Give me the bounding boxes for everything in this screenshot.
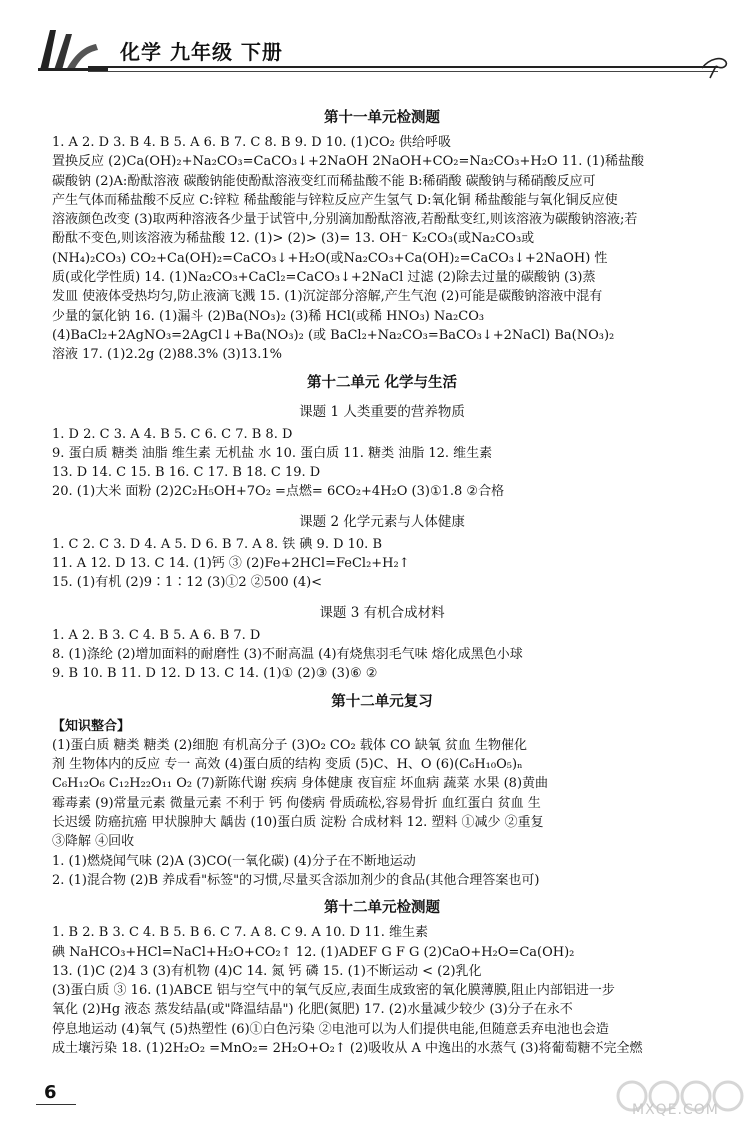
answer-line: 1. B 2. B 3. C 4. B 5. B 6. C 7. A 8. C 9. A 10. D 11. 维生素	[52, 925, 429, 941]
answer-line: 霉毒素 (9)常量元素 微量元素 不利于 钙 佝偻病 骨质疏松,容易骨折 血红蛋白 贫血 生	[52, 795, 541, 811]
answer-line: 1. D 2. C 3. A 4. B 5. C 6. C 7. B 8. D	[52, 426, 293, 442]
answer-line: 1. A 2. B 3. C 4. B 5. A 6. B 7. D	[52, 627, 261, 643]
header-rule-thin	[88, 71, 718, 72]
page-curl-icon	[700, 54, 730, 80]
answer-line: 氧化 (2)Hg 液态 蒸发结晶(或"降温结晶") 化肥(氮肥) 17. (2)水量减少较少 (3)分子在永不	[52, 1002, 573, 1018]
answer-line: 成土壤污染 18. (1)2H₂O₂ =MnO₂= 2H₂O+O₂↑ (2)吸收从 A 中逸出的水蒸气 (3)将葡萄糖不完全燃	[52, 1040, 643, 1056]
answer-line: 13. (1)C (2)4 3 (3)有机物 (4)C 14. 氮 钙 磷 15. (1)不断运动 < (2)乳化	[52, 963, 482, 979]
answer-line: 9. 蛋白质 糖类 油脂 维生素 无机盐 水 10. 蛋白质 11. 糖类 油脂 12. 维生素	[52, 445, 493, 461]
answer-line: 溶液颜色改变 (3)取两种溶液各少量于试管中,分别滴加酚酞溶液,若酚酞变红,则该溶液为碳酸钠溶液;若	[52, 212, 638, 228]
header-rule	[88, 66, 718, 68]
answer-line: 11. A 12. D 13. C 14. (1)钙 ③ (2)Fe+2HCl=FeCl₂+H₂↑	[52, 556, 410, 572]
answer-line: 碳酸钠 (2)A:酚酞溶液 碳酸钠能使酚酞溶液变红而稀盐酸不能 B:稀硝酸 碳酸钠与稀硝酸反应可	[52, 173, 596, 189]
answer-line: (NH₄)₂CO₃) CO₂+Ca(OH)₂=CaCO₃↓+H₂O(或Na₂CO₃+Ca(OH)₂=CaCO₃↓+2NaOH) 性	[52, 250, 608, 266]
answer-line: 质(或化学性质) 14. (1)Na₂CO₃+CaCl₂=CaCO₃↓+2NaCl 过滤 (2)除去过量的碳酸钠 (3)蒸	[52, 270, 596, 286]
answer-line: ③降解 ④回收	[52, 834, 135, 850]
answer-line: 少量的氯化钠 16. (1)漏斗 (2)Ba(NO₃)₂ (3)稀 HCl(或稀 HNO₃) Na₂CO₃	[52, 308, 485, 324]
answer-line: 20. (1)大米 面粉 (2)2C₂H₅OH+7O₂ =点燃= 6CO₂+4H₂O (3)①1.8 ②合格	[52, 484, 505, 500]
answer-line: 1. C 2. C 3. D 4. A 5. D 6. B 7. A 8. 铁 碘 9. D 10. B	[52, 536, 382, 552]
answer-line: 15. (1)有机 (2)9∶1∶12 (3)①2 ②500 (4)<	[52, 575, 323, 591]
watermark-text: MXQE.COM	[632, 1102, 719, 1118]
lesson-title: 课题 2 化学元素与人体健康	[299, 513, 465, 530]
lesson-title: 课题 3 有机合成材料	[319, 604, 445, 621]
answer-line: (1)蛋白质 糖类 糖类 (2)细胞 有机高分子 (3)O₂ CO₂ 载体 CO 缺氧 贫血 生物催化	[52, 737, 527, 753]
answer-line: 剂 生物体内的反应 专一 高效 (4)蛋白质的结构 变质 (5)C、H、O (6)(C₆H₁₀O₅)ₙ	[52, 757, 523, 773]
header-title: 化学 九年级 下册	[120, 40, 283, 64]
answer-line: 1. (1)燃烧闻气味 (2)A (3)CO(一氧化碳) (4)分子在不断地运动	[52, 853, 416, 869]
section-title: 第十二单元 化学与生活	[306, 374, 458, 391]
section-title: 第十二单元检测题	[324, 900, 440, 917]
page-number: 6	[44, 1082, 57, 1103]
answer-line: 13. D 14. C 15. B 16. C 17. B 18. C 19. D	[52, 465, 321, 481]
section-title: 第十一单元检测题	[324, 110, 440, 126]
answer-line: 8. (1)涤纶 (2)增加面料的耐磨性 (3)不耐高温 (4)有烧焦羽毛气味 熔化成黑色小球	[52, 646, 523, 662]
answer-line: 溶液 17. (1)2.2g (2)88.3% (3)13.1%	[52, 347, 283, 363]
page-number-rule	[36, 1104, 76, 1105]
section-tag: 【知识整合】	[52, 718, 131, 734]
page-header	[0, 0, 750, 80]
answer-line: 置换反应 (2)Ca(OH)₂+Na₂CO₃=CaCO₃↓+2NaOH 2NaOH+CO₂=Na₂CO₃+H₂O 11. (1)稀盐酸	[52, 154, 644, 170]
answer-line: 产生气体而稀盐酸不反应 C:锌粒 稀盐酸能与锌粒反应产生氢气 D:氧化铜 稀盐酸能与氧化铜反应使	[52, 192, 618, 208]
answer-content	[52, 100, 712, 1058]
answer-line: 发皿 使液体受热均匀,防止液滴飞溅 15. (1)沉淀部分溶解,产生气泡 (2)可能是碳酸钠溶液中混有	[52, 289, 603, 305]
answer-line: 1. A 2. D 3. B 4. B 5. A 6. B 7. C 8. B 9. D 10. (1)CO₂ 供给呼吸	[52, 135, 451, 150]
answer-line: 停息地运动 (4)氧气 (5)热塑性 (6)①白色污染 ②电池可以为人们提供电能,但随意丢弃电池也会造	[52, 1021, 609, 1037]
answer-line: 酚酞不变色,则该溶液为稀盐酸 12. (1)> (2)> (3)= 13. OH⁻ K₂CO₃(或Na₂CO₃或	[52, 231, 535, 247]
answer-line: 碘 NaHCO₃+HCl=NaCl+H₂O+CO₂↑ 12. (1)ADEF G F G (2)CaO+H₂O=Ca(OH)₂	[52, 944, 575, 960]
answer-line: (4)BaCl₂+2AgNO₃=2AgCl↓+Ba(NO₃)₂ (或 BaCl₂+Na₂CO₃=BaCO₃↓+2NaCl) Ba(NO₃)₂	[52, 327, 615, 343]
section-title: 第十二单元复习	[331, 693, 433, 710]
answer-line: 2. (1)混合物 (2)B 养成看"标签"的习惯,尽量买含添加剂少的食品(其他合理答案也可)	[52, 872, 540, 888]
answer-line: 长迟缓 防癌抗癌 甲状腺肿大 龋齿 (10)蛋白质 淀粉 合成材料 12. 塑料 ①减少 ②重复	[52, 815, 544, 831]
answer-line: (3)蛋白质 ③ 16. (1)ABCE 铝与空气中的氧气反应,表面生成致密的氧化膜薄膜,阻止内部铝进一步	[52, 983, 615, 999]
answer-line: 9. B 10. B 11. D 12. D 13. C 14. (1)① (2)③ (3)⑥ ②	[52, 666, 378, 682]
lesson-title: 课题 1 人类重要的营养物质	[299, 403, 465, 420]
answer-line: C₆H₁₂O₆ C₁₂H₂₂O₁₁ O₂ (7)新陈代谢 疾病 身体健康 夜盲症 坏血病 蔬菜 水果 (8)黄曲	[52, 776, 549, 792]
